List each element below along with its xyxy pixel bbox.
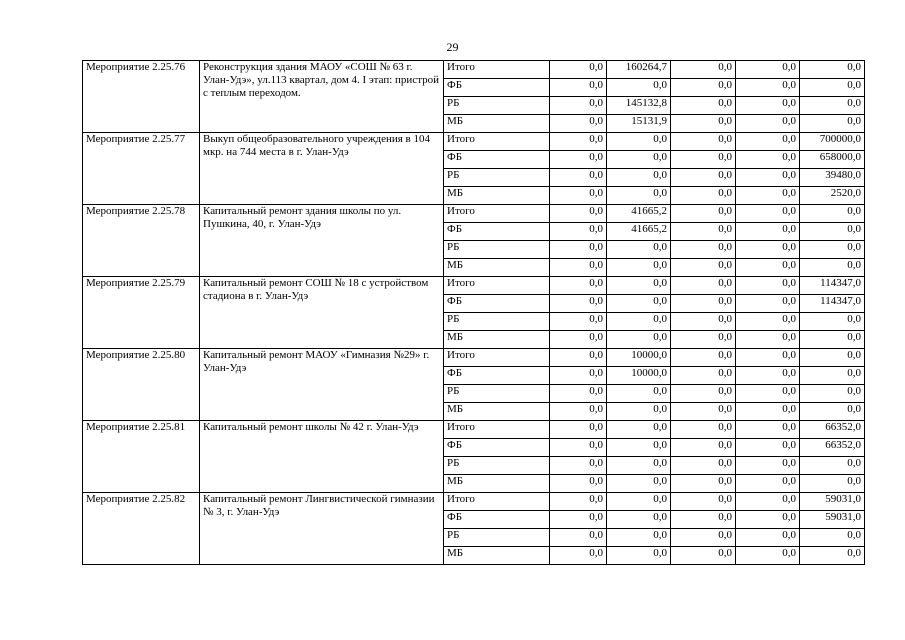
amount-cell: 0,0 [607, 511, 671, 529]
amount-cell: 0,0 [607, 295, 671, 313]
funding-source: ФБ [444, 223, 550, 241]
funding-source: МБ [444, 547, 550, 565]
amount-cell: 41665,2 [607, 205, 671, 223]
amount-cell: 0,0 [550, 493, 607, 511]
amount-cell: 0,0 [550, 403, 607, 421]
amount-cell: 0,0 [736, 457, 800, 475]
table-row [83, 133, 865, 151]
funding-source: Итого [444, 421, 550, 439]
amount-cell: 0,0 [550, 259, 607, 277]
funding-source: Итого [444, 349, 550, 367]
amount-cell: 0,0 [607, 259, 671, 277]
amount-cell: 0,0 [550, 421, 607, 439]
funding-source: МБ [444, 115, 550, 133]
funding-source: Итого [444, 205, 550, 223]
amount-cell: 0,0 [550, 295, 607, 313]
amount-cell: 658000,0 [800, 151, 865, 169]
funding-source: РБ [444, 457, 550, 475]
amount-cell: 160264,7 [607, 61, 671, 79]
amount-cell: 0,0 [736, 115, 800, 133]
amount-cell: 0,0 [800, 529, 865, 547]
amount-cell: 0,0 [800, 115, 865, 133]
amount-cell: 0,0 [736, 61, 800, 79]
amount-cell: 0,0 [607, 475, 671, 493]
amount-cell: 0,0 [736, 313, 800, 331]
amount-cell: 0,0 [671, 385, 736, 403]
event-code: Мероприятие 2.25.82 [83, 493, 200, 565]
amount-cell: 0,0 [671, 223, 736, 241]
amount-cell: 0,0 [671, 439, 736, 457]
amount-cell: 0,0 [607, 313, 671, 331]
event-title: Капитальный ремонт МАОУ «Гимназия №29» г. Улан-Удэ [200, 349, 444, 421]
amount-cell: 0,0 [550, 439, 607, 457]
amount-cell: 0,0 [550, 133, 607, 151]
funding-source: МБ [444, 475, 550, 493]
funding-source: ФБ [444, 79, 550, 97]
page-number: 29 [446, 40, 459, 54]
budget-table [82, 60, 865, 565]
amount-cell: 59031,0 [800, 511, 865, 529]
amount-cell: 0,0 [550, 61, 607, 79]
event-title: Капитальный ремонт школы № 42 г. Улан-Удэ [200, 421, 444, 493]
table-row [83, 61, 865, 79]
amount-cell: 0,0 [671, 457, 736, 475]
amount-cell: 0,0 [800, 367, 865, 385]
amount-cell: 0,0 [550, 151, 607, 169]
funding-source: РБ [444, 385, 550, 403]
amount-cell: 0,0 [550, 313, 607, 331]
amount-cell: 0,0 [671, 187, 736, 205]
amount-cell: 0,0 [671, 367, 736, 385]
amount-cell: 0,0 [550, 547, 607, 565]
table-row [83, 349, 865, 367]
amount-cell: 10000,0 [607, 349, 671, 367]
amount-cell: 0,0 [671, 529, 736, 547]
amount-cell: 0,0 [550, 385, 607, 403]
amount-cell: 0,0 [671, 313, 736, 331]
amount-cell: 0,0 [671, 241, 736, 259]
amount-cell: 39480,0 [800, 169, 865, 187]
funding-source: РБ [444, 241, 550, 259]
amount-cell: 0,0 [550, 331, 607, 349]
amount-cell: 2520,0 [800, 187, 865, 205]
amount-cell: 145132,8 [607, 97, 671, 115]
amount-cell: 0,0 [550, 205, 607, 223]
amount-cell: 0,0 [736, 151, 800, 169]
funding-source: РБ [444, 313, 550, 331]
amount-cell: 0,0 [800, 385, 865, 403]
event-title: Капитальный ремонт здания школы по ул. Пушкина, 40, г. Улан-Удэ [200, 205, 444, 277]
amount-cell: 0,0 [736, 295, 800, 313]
event-code: Мероприятие 2.25.76 [83, 61, 200, 133]
amount-cell: 0,0 [736, 385, 800, 403]
amount-cell: 0,0 [800, 61, 865, 79]
amount-cell: 0,0 [736, 529, 800, 547]
event-title: Капитальный ремонт СОШ № 18 с устройством стадиона в г. Улан-Удэ [200, 277, 444, 349]
amount-cell: 0,0 [607, 457, 671, 475]
amount-cell: 0,0 [607, 331, 671, 349]
amount-cell: 0,0 [550, 349, 607, 367]
amount-cell: 0,0 [800, 259, 865, 277]
amount-cell: 0,0 [607, 79, 671, 97]
amount-cell: 0,0 [550, 169, 607, 187]
funding-source: МБ [444, 331, 550, 349]
amount-cell: 0,0 [800, 313, 865, 331]
amount-cell: 0,0 [800, 403, 865, 421]
amount-cell: 0,0 [671, 493, 736, 511]
amount-cell: 0,0 [671, 97, 736, 115]
amount-cell: 0,0 [671, 421, 736, 439]
amount-cell: 0,0 [607, 529, 671, 547]
amount-cell: 0,0 [607, 439, 671, 457]
funding-source: МБ [444, 187, 550, 205]
amount-cell: 0,0 [550, 457, 607, 475]
amount-cell: 0,0 [550, 511, 607, 529]
amount-cell: 0,0 [736, 511, 800, 529]
funding-source: РБ [444, 169, 550, 187]
amount-cell: 0,0 [800, 79, 865, 97]
amount-cell: 0,0 [736, 403, 800, 421]
event-code: Мероприятие 2.25.78 [83, 205, 200, 277]
event-code: Мероприятие 2.25.79 [83, 277, 200, 349]
amount-cell: 0,0 [550, 115, 607, 133]
amount-cell: 0,0 [736, 277, 800, 295]
amount-cell: 0,0 [671, 403, 736, 421]
funding-source: РБ [444, 97, 550, 115]
amount-cell: 0,0 [800, 241, 865, 259]
amount-cell: 0,0 [800, 457, 865, 475]
amount-cell: 0,0 [550, 97, 607, 115]
funding-source: МБ [444, 403, 550, 421]
amount-cell: 0,0 [800, 223, 865, 241]
amount-cell: 0,0 [671, 115, 736, 133]
amount-cell: 0,0 [550, 223, 607, 241]
amount-cell: 0,0 [671, 511, 736, 529]
table-row [83, 493, 865, 511]
amount-cell: 0,0 [550, 475, 607, 493]
amount-cell: 0,0 [671, 277, 736, 295]
amount-cell: 0,0 [736, 259, 800, 277]
amount-cell: 0,0 [671, 151, 736, 169]
amount-cell: 114347,0 [800, 295, 865, 313]
amount-cell: 0,0 [550, 277, 607, 295]
amount-cell: 0,0 [607, 493, 671, 511]
amount-cell: 0,0 [736, 421, 800, 439]
amount-cell: 0,0 [736, 367, 800, 385]
amount-cell: 0,0 [736, 97, 800, 115]
funding-source: Итого [444, 61, 550, 79]
amount-cell: 0,0 [800, 331, 865, 349]
amount-cell: 0,0 [736, 493, 800, 511]
amount-cell: 0,0 [550, 79, 607, 97]
amount-cell: 0,0 [800, 205, 865, 223]
amount-cell: 0,0 [671, 79, 736, 97]
funding-source: ФБ [444, 439, 550, 457]
amount-cell: 0,0 [800, 475, 865, 493]
funding-source: РБ [444, 529, 550, 547]
amount-cell: 15131,9 [607, 115, 671, 133]
amount-cell: 0,0 [550, 241, 607, 259]
amount-cell: 66352,0 [800, 439, 865, 457]
amount-cell: 0,0 [800, 547, 865, 565]
amount-cell: 0,0 [736, 169, 800, 187]
event-title: Реконструкция здания МАОУ «СОШ № 63 г. Улан-Удэ», ул.113 квартал, дом 4. I этап: пристрой с теплым переходом. [200, 61, 444, 133]
amount-cell: 0,0 [607, 385, 671, 403]
amount-cell: 41665,2 [607, 223, 671, 241]
funding-source: ФБ [444, 151, 550, 169]
amount-cell: 0,0 [550, 187, 607, 205]
amount-cell: 0,0 [607, 151, 671, 169]
amount-cell: 0,0 [671, 475, 736, 493]
amount-cell: 0,0 [736, 241, 800, 259]
table-row [83, 421, 865, 439]
event-code: Мероприятие 2.25.81 [83, 421, 200, 493]
amount-cell: 66352,0 [800, 421, 865, 439]
amount-cell: 0,0 [736, 547, 800, 565]
amount-cell: 0,0 [607, 241, 671, 259]
amount-cell: 0,0 [736, 439, 800, 457]
funding-source: ФБ [444, 295, 550, 313]
amount-cell: 0,0 [607, 133, 671, 151]
amount-cell: 0,0 [671, 259, 736, 277]
amount-cell: 0,0 [607, 187, 671, 205]
amount-cell: 0,0 [736, 475, 800, 493]
event-code: Мероприятие 2.25.77 [83, 133, 200, 205]
funding-source: ФБ [444, 367, 550, 385]
funding-source: ФБ [444, 511, 550, 529]
amount-cell: 0,0 [736, 331, 800, 349]
amount-cell: 0,0 [607, 547, 671, 565]
amount-cell: 0,0 [550, 529, 607, 547]
amount-cell: 59031,0 [800, 493, 865, 511]
amount-cell: 0,0 [736, 133, 800, 151]
amount-cell: 0,0 [671, 331, 736, 349]
amount-cell: 0,0 [607, 277, 671, 295]
amount-cell: 0,0 [607, 421, 671, 439]
amount-cell: 0,0 [736, 79, 800, 97]
amount-cell: 700000,0 [800, 133, 865, 151]
table-body [83, 61, 865, 565]
amount-cell: 0,0 [671, 547, 736, 565]
amount-cell: 0,0 [736, 223, 800, 241]
table-row [83, 277, 865, 295]
table-row [83, 205, 865, 223]
amount-cell: 0,0 [671, 295, 736, 313]
amount-cell: 0,0 [671, 205, 736, 223]
funding-source: Итого [444, 493, 550, 511]
amount-cell: 0,0 [800, 349, 865, 367]
funding-source: МБ [444, 259, 550, 277]
amount-cell: 0,0 [671, 169, 736, 187]
amount-cell: 0,0 [671, 349, 736, 367]
amount-cell: 0,0 [736, 205, 800, 223]
funding-source: Итого [444, 277, 550, 295]
amount-cell: 0,0 [736, 187, 800, 205]
event-code: Мероприятие 2.25.80 [83, 349, 200, 421]
amount-cell: 0,0 [550, 367, 607, 385]
amount-cell: 10000,0 [607, 367, 671, 385]
event-title: Выкуп общеобразовательного учреждения в 104 мкр. на 744 места в г. Улан-Удэ [200, 133, 444, 205]
amount-cell: 0,0 [607, 169, 671, 187]
amount-cell: 0,0 [671, 133, 736, 151]
funding-source: Итого [444, 133, 550, 151]
amount-cell: 0,0 [800, 97, 865, 115]
amount-cell: 0,0 [736, 349, 800, 367]
amount-cell: 0,0 [607, 403, 671, 421]
event-title: Капитальный ремонт Лингвистической гимназии № 3, г. Улан-Удэ [200, 493, 444, 565]
amount-cell: 0,0 [671, 61, 736, 79]
amount-cell: 114347,0 [800, 277, 865, 295]
